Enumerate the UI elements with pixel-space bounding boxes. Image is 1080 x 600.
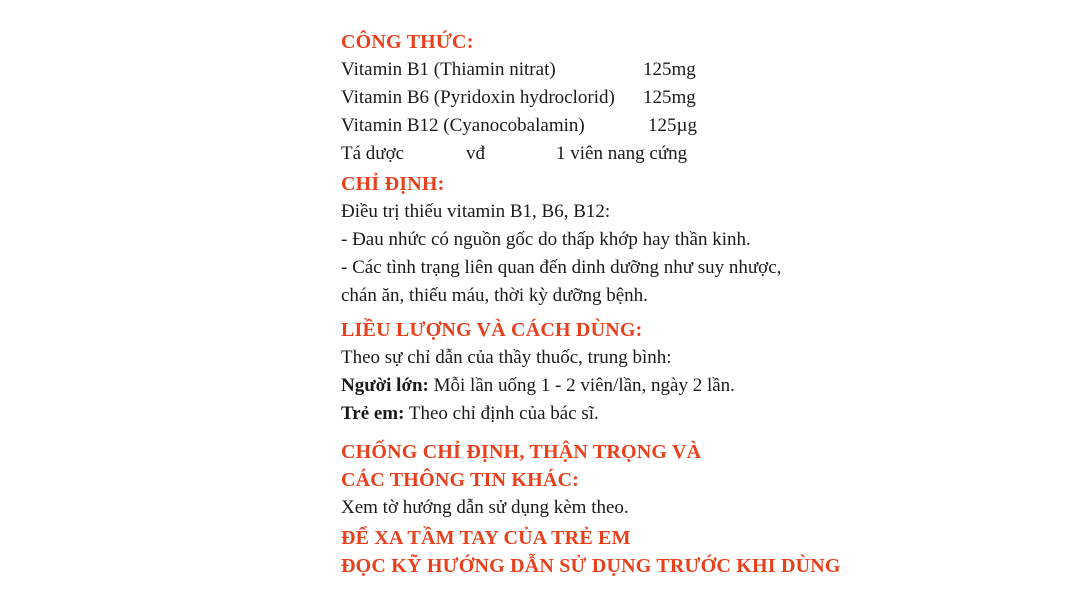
medicine-label-document bbox=[341, 28, 1041, 580]
excipient-amount: 1 viên nang cứng bbox=[556, 143, 688, 164]
warning-keep-away: ĐỂ XA TẦM TAY CỦA TRẺ EM bbox=[341, 527, 631, 549]
formula-row bbox=[341, 112, 1041, 140]
contra-heading-line2: CÁC THÔNG TIN KHÁC: bbox=[341, 469, 580, 491]
ingredient-amount: 125mg bbox=[643, 59, 696, 80]
adult-label: Người lớn: bbox=[341, 375, 429, 396]
dosage-intro: Theo sự chỉ dẫn của thầy thuốc, trung bình: bbox=[341, 347, 672, 368]
formula-row bbox=[341, 84, 1041, 112]
dosage-child bbox=[341, 400, 1041, 428]
excipient-qs: vđ bbox=[466, 143, 485, 164]
indications-line: chán ăn, thiếu máu, thời kỳ dưỡng bệnh. bbox=[341, 285, 648, 306]
indications-line: - Các tình trạng liên quan đến dinh dưỡng như suy nhược, bbox=[341, 257, 782, 278]
contra-heading-line1: CHỐNG CHỈ ĐỊNH, THẬN TRỌNG VÀ bbox=[341, 441, 702, 463]
ingredient-name: Vitamin B1 (Thiamin nitrat) bbox=[341, 59, 556, 80]
indications-line: - Đau nhức có nguồn gốc do thấp khớp hay thần kinh. bbox=[341, 229, 751, 250]
formula-row bbox=[341, 56, 1041, 84]
ingredient-amount: 125mg bbox=[643, 87, 696, 108]
child-label: Trẻ em: bbox=[341, 403, 405, 424]
excipient-row bbox=[341, 140, 1041, 168]
ingredient-name: Vitamin B12 (Cyanocobalamin) bbox=[341, 115, 585, 136]
excipient-name: Tá dược bbox=[341, 143, 405, 164]
warning-read-instructions: ĐỌC KỸ HƯỚNG DẪN SỬ DỤNG TRƯỚC KHI DÙNG bbox=[341, 555, 841, 577]
dosage-adult bbox=[341, 372, 1041, 400]
indications-heading: CHỈ ĐỊNH: bbox=[341, 173, 445, 195]
child-text: Theo chỉ định của bác sĩ. bbox=[404, 403, 599, 424]
contra-text: Xem tờ hướng dẫn sử dụng kèm theo. bbox=[341, 497, 629, 518]
formula-heading: CÔNG THỨC: bbox=[341, 31, 474, 53]
ingredient-name: Vitamin B6 (Pyridoxin hydroclorid) bbox=[341, 87, 615, 108]
ingredient-amount: 125µg bbox=[648, 115, 697, 136]
dosage-heading: LIỀU LƯỢNG VÀ CÁCH DÙNG: bbox=[341, 319, 643, 341]
adult-text: Mỗi lần uống 1 - 2 viên/lần, ngày 2 lần. bbox=[428, 375, 735, 396]
indications-line: Điều trị thiếu vitamin B1, B6, B12: bbox=[341, 201, 611, 222]
